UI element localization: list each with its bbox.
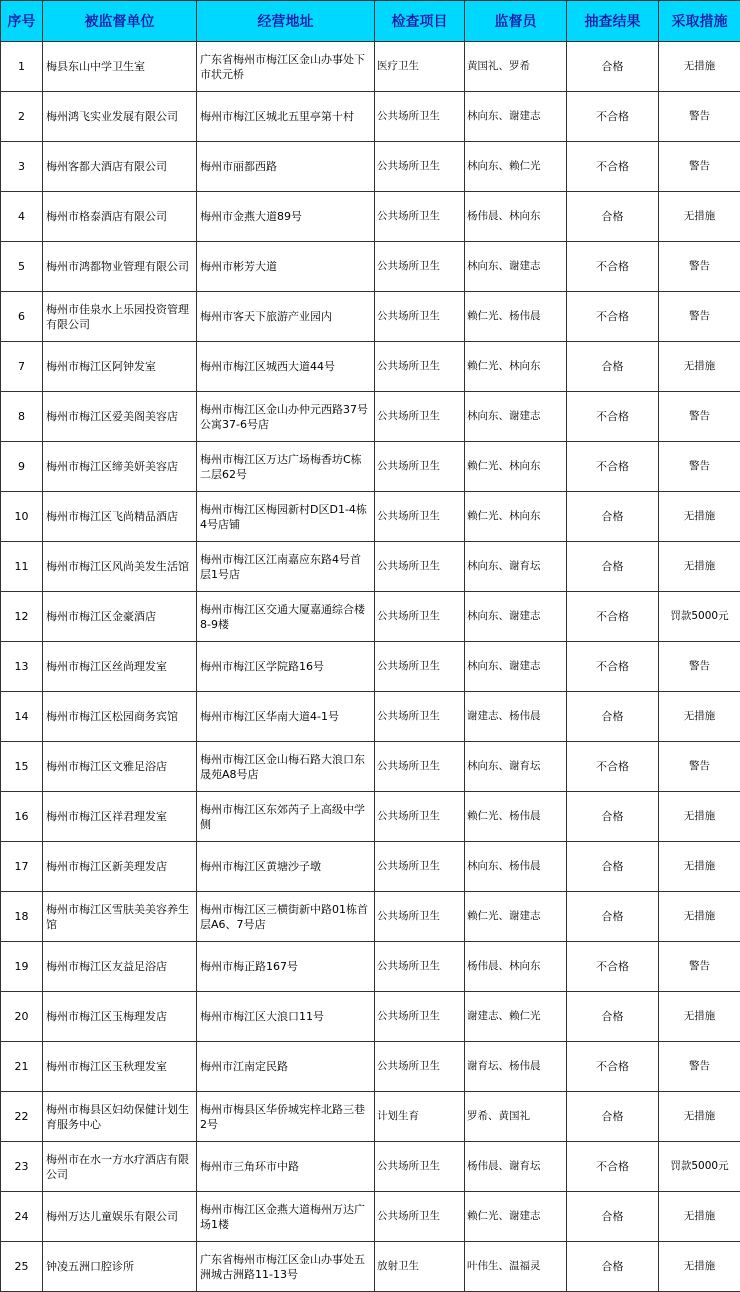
cell-address: 梅州市丽都西路 — [197, 142, 375, 192]
cell-unit: 梅州市梅江区玉秋理发室 — [43, 1042, 197, 1092]
cell-result: 不合格 — [567, 742, 659, 792]
table-row — [1, 792, 740, 842]
cell-address: 梅州市江南定民路 — [197, 1042, 375, 1092]
cell-inspection-item: 公共场所卫生 — [375, 242, 465, 292]
cell-measure: 无措施 — [659, 492, 740, 542]
cell-inspection-item: 公共场所卫生 — [375, 92, 465, 142]
cell-address: 梅州市梅县区华侨城宪梓北路三巷2号 — [197, 1092, 375, 1142]
table-row — [1, 242, 740, 292]
cell-result: 不合格 — [567, 392, 659, 442]
cell-address: 梅州市梅江区三横街新中路01栋首层A6、7号店 — [197, 892, 375, 942]
cell-address: 梅州市梅江区东郊芮子上高级中学侧 — [197, 792, 375, 842]
cell-measure: 警告 — [659, 392, 740, 442]
cell-result: 不合格 — [567, 142, 659, 192]
cell-unit: 梅州客都大酒店有限公司 — [43, 142, 197, 192]
cell-inspection-item: 公共场所卫生 — [375, 1142, 465, 1192]
cell-measure: 无措施 — [659, 542, 740, 592]
cell-address: 梅州市梅江区万达广场梅香坊C栋二层62号 — [197, 442, 375, 492]
cell-supervisor: 林向东、谢建志 — [465, 392, 567, 442]
cell-supervisor: 杨伟晨、林向东 — [465, 192, 567, 242]
header-unit: 被监督单位 — [43, 1, 197, 42]
cell-index: 18 — [1, 892, 43, 942]
cell-unit: 梅州市梅江区风尚美发生活馆 — [43, 542, 197, 592]
cell-address: 梅州市金燕大道89号 — [197, 192, 375, 242]
cell-unit: 梅州市梅江区新美理发店 — [43, 842, 197, 892]
cell-result: 不合格 — [567, 1142, 659, 1192]
cell-unit: 梅州市梅江区雪肤美美容养生馆 — [43, 892, 197, 942]
cell-address: 梅州市梅江区大浪口11号 — [197, 992, 375, 1042]
cell-supervisor: 林向东、谢育坛 — [465, 742, 567, 792]
cell-index: 1 — [1, 42, 43, 92]
cell-index: 21 — [1, 1042, 43, 1092]
cell-index: 24 — [1, 1192, 43, 1242]
cell-measure: 警告 — [659, 142, 740, 192]
cell-unit: 梅州市梅江区友益足浴店 — [43, 942, 197, 992]
cell-result: 不合格 — [567, 942, 659, 992]
cell-unit: 梅州市梅江区爱美阁美容店 — [43, 392, 197, 442]
header-measure: 采取措施 — [659, 1, 740, 42]
cell-inspection-item: 公共场所卫生 — [375, 692, 465, 742]
cell-unit: 梅州市梅县区妇幼保健计划生育服务中心 — [43, 1092, 197, 1142]
table-row — [1, 442, 740, 492]
table-body — [1, 42, 740, 1292]
cell-address: 梅州市梅江区金山梅石路大浪口东晟苑A8号店 — [197, 742, 375, 792]
cell-result: 合格 — [567, 992, 659, 1042]
cell-measure: 无措施 — [659, 992, 740, 1042]
cell-measure: 警告 — [659, 642, 740, 692]
cell-supervisor: 赖仁光、林向东 — [465, 492, 567, 542]
cell-unit: 梅州市梅江区飞尚精品酒店 — [43, 492, 197, 542]
cell-measure: 无措施 — [659, 1242, 740, 1292]
cell-address: 梅州市彬芳大道 — [197, 242, 375, 292]
cell-supervisor: 林向东、谢育坛 — [465, 542, 567, 592]
cell-index: 11 — [1, 542, 43, 592]
table-row — [1, 942, 740, 992]
table-row — [1, 292, 740, 342]
cell-result: 不合格 — [567, 292, 659, 342]
cell-measure: 警告 — [659, 742, 740, 792]
cell-unit: 梅州市鸿都物业管理有限公司 — [43, 242, 197, 292]
cell-address: 梅州市梅江区学院路16号 — [197, 642, 375, 692]
cell-supervisor: 罗希、黄国礼 — [465, 1092, 567, 1142]
cell-address: 梅州市梅江区金山办仲元西路37号公寓37-6号店 — [197, 392, 375, 442]
cell-measure: 无措施 — [659, 1092, 740, 1142]
cell-unit: 梅州市在水一方水疗酒店有限公司 — [43, 1142, 197, 1192]
cell-unit: 梅州鸿飞实业发展有限公司 — [43, 92, 197, 142]
cell-index: 4 — [1, 192, 43, 242]
cell-measure: 无措施 — [659, 692, 740, 742]
cell-unit: 梅州市梅江区玉梅理发店 — [43, 992, 197, 1042]
cell-index: 3 — [1, 142, 43, 192]
cell-supervisor: 杨伟晨、谢育坛 — [465, 1142, 567, 1192]
cell-index: 16 — [1, 792, 43, 842]
cell-address: 梅州市梅正路167号 — [197, 942, 375, 992]
cell-measure: 警告 — [659, 92, 740, 142]
table-header — [1, 1, 740, 42]
cell-index: 12 — [1, 592, 43, 642]
cell-index: 9 — [1, 442, 43, 492]
cell-inspection-item: 公共场所卫生 — [375, 292, 465, 342]
cell-unit: 梅州市佳泉水上乐园投资管理有限公司 — [43, 292, 197, 342]
cell-supervisor: 谢建志、赖仁光 — [465, 992, 567, 1042]
header-index: 序号 — [1, 1, 43, 42]
cell-address: 梅州市客天下旅游产业园内 — [197, 292, 375, 342]
cell-unit: 梅州市梅江区缔美妍美容店 — [43, 442, 197, 492]
cell-inspection-item: 放射卫生 — [375, 1242, 465, 1292]
table-row — [1, 1042, 740, 1092]
cell-index: 19 — [1, 942, 43, 992]
cell-supervisor: 林向东、谢建志 — [465, 592, 567, 642]
cell-unit: 梅州万达儿童娱乐有限公司 — [43, 1192, 197, 1242]
cell-address: 梅州市三角环市中路 — [197, 1142, 375, 1192]
cell-inspection-item: 公共场所卫生 — [375, 442, 465, 492]
cell-inspection-item: 公共场所卫生 — [375, 142, 465, 192]
cell-result: 不合格 — [567, 592, 659, 642]
cell-result: 不合格 — [567, 642, 659, 692]
cell-unit: 梅州市格泰酒店有限公司 — [43, 192, 197, 242]
cell-supervisor: 林向东、谢建志 — [465, 92, 567, 142]
cell-index: 2 — [1, 92, 43, 142]
table-row — [1, 592, 740, 642]
cell-unit: 梅州市梅江区文雅足浴店 — [43, 742, 197, 792]
cell-address: 梅州市梅江区交通大厦嘉通综合楼8-9楼 — [197, 592, 375, 642]
cell-inspection-item: 公共场所卫生 — [375, 842, 465, 892]
cell-result: 不合格 — [567, 92, 659, 142]
cell-inspection-item: 公共场所卫生 — [375, 492, 465, 542]
cell-index: 7 — [1, 342, 43, 392]
cell-supervisor: 林向东、赖仁光 — [465, 142, 567, 192]
cell-supervisor: 林向东、杨伟晨 — [465, 842, 567, 892]
cell-address: 梅州市梅江区黄塘沙子墩 — [197, 842, 375, 892]
cell-index: 6 — [1, 292, 43, 342]
cell-supervisor: 赖仁光、杨伟晨 — [465, 292, 567, 342]
cell-inspection-item: 公共场所卫生 — [375, 892, 465, 942]
cell-inspection-item: 公共场所卫生 — [375, 642, 465, 692]
cell-unit: 梅县东山中学卫生室 — [43, 42, 197, 92]
cell-measure: 无措施 — [659, 42, 740, 92]
table-row — [1, 342, 740, 392]
table-row — [1, 1242, 740, 1292]
cell-inspection-item: 公共场所卫生 — [375, 342, 465, 392]
cell-index: 22 — [1, 1092, 43, 1142]
cell-inspection-item: 公共场所卫生 — [375, 592, 465, 642]
table-row — [1, 542, 740, 592]
cell-measure: 警告 — [659, 942, 740, 992]
cell-supervisor: 叶伟生、温福灵 — [465, 1242, 567, 1292]
table-row — [1, 742, 740, 792]
cell-unit: 梅州市梅江区祥君理发室 — [43, 792, 197, 842]
cell-inspection-item: 公共场所卫生 — [375, 792, 465, 842]
table-row — [1, 392, 740, 442]
cell-unit: 梅州市梅江区金豪酒店 — [43, 592, 197, 642]
table-row — [1, 1092, 740, 1142]
cell-address: 广东省梅州市梅江区金山办事处下市状元桥 — [197, 42, 375, 92]
cell-measure: 罚款5000元 — [659, 592, 740, 642]
cell-address: 广东省梅州市梅江区金山办事处五洲城古洲路11-13号 — [197, 1242, 375, 1292]
cell-index: 5 — [1, 242, 43, 292]
cell-measure: 无措施 — [659, 342, 740, 392]
cell-unit: 梅州市梅江区松园商务宾馆 — [43, 692, 197, 742]
cell-unit: 钟凌五洲口腔诊所 — [43, 1242, 197, 1292]
cell-result: 不合格 — [567, 242, 659, 292]
cell-measure: 警告 — [659, 1042, 740, 1092]
header-result: 抽查结果 — [567, 1, 659, 42]
cell-result: 合格 — [567, 1192, 659, 1242]
cell-address: 梅州市梅江区城西大道44号 — [197, 342, 375, 392]
cell-index: 23 — [1, 1142, 43, 1192]
cell-unit: 梅州市梅江区阿钟发室 — [43, 342, 197, 392]
cell-inspection-item: 公共场所卫生 — [375, 942, 465, 992]
cell-measure: 无措施 — [659, 892, 740, 942]
cell-inspection-item: 公共场所卫生 — [375, 192, 465, 242]
cell-inspection-item: 公共场所卫生 — [375, 1192, 465, 1242]
cell-index: 10 — [1, 492, 43, 542]
table-row — [1, 92, 740, 142]
cell-supervisor: 赖仁光、林向东 — [465, 342, 567, 392]
cell-supervisor: 林向东、谢建志 — [465, 242, 567, 292]
cell-index: 13 — [1, 642, 43, 692]
cell-index: 25 — [1, 1242, 43, 1292]
cell-supervisor: 赖仁光、林向东 — [465, 442, 567, 492]
cell-result: 合格 — [567, 692, 659, 742]
cell-supervisor: 谢建志、杨伟晨 — [465, 692, 567, 742]
cell-measure: 无措施 — [659, 792, 740, 842]
cell-inspection-item: 公共场所卫生 — [375, 542, 465, 592]
cell-result: 合格 — [567, 1242, 659, 1292]
table-row — [1, 842, 740, 892]
cell-inspection-item: 计划生育 — [375, 1092, 465, 1142]
cell-index: 14 — [1, 692, 43, 742]
header-row — [1, 1, 740, 42]
table-row — [1, 492, 740, 542]
cell-supervisor: 谢育坛、杨伟晨 — [465, 1042, 567, 1092]
cell-result: 合格 — [567, 42, 659, 92]
cell-supervisor: 赖仁光、谢建志 — [465, 1192, 567, 1242]
cell-supervisor: 黄国礼、罗希 — [465, 42, 567, 92]
cell-measure: 无措施 — [659, 192, 740, 242]
header-supervisor: 监督员 — [465, 1, 567, 42]
cell-result: 合格 — [567, 1092, 659, 1142]
table-row — [1, 192, 740, 242]
table-row — [1, 142, 740, 192]
table-row — [1, 692, 740, 742]
table-row — [1, 42, 740, 92]
cell-result: 合格 — [567, 192, 659, 242]
table-row — [1, 1142, 740, 1192]
cell-index: 20 — [1, 992, 43, 1042]
cell-result: 不合格 — [567, 442, 659, 492]
cell-supervisor: 赖仁光、谢建志 — [465, 892, 567, 942]
table-row — [1, 1192, 740, 1242]
cell-index: 8 — [1, 392, 43, 442]
cell-result: 合格 — [567, 842, 659, 892]
cell-supervisor: 赖仁光、杨伟晨 — [465, 792, 567, 842]
cell-supervisor: 杨伟晨、林向东 — [465, 942, 567, 992]
cell-address: 梅州市梅江区城北五里亭第十村 — [197, 92, 375, 142]
cell-result: 合格 — [567, 492, 659, 542]
cell-measure: 无措施 — [659, 1192, 740, 1242]
cell-address: 梅州市梅江区梅园新村D区D1-4栋4号店铺 — [197, 492, 375, 542]
cell-index: 15 — [1, 742, 43, 792]
cell-measure: 无措施 — [659, 842, 740, 892]
cell-inspection-item: 公共场所卫生 — [375, 392, 465, 442]
cell-measure: 警告 — [659, 442, 740, 492]
cell-result: 合格 — [567, 542, 659, 592]
cell-result: 合格 — [567, 892, 659, 942]
cell-measure: 警告 — [659, 292, 740, 342]
cell-inspection-item: 公共场所卫生 — [375, 992, 465, 1042]
cell-supervisor: 林向东、谢建志 — [465, 642, 567, 692]
cell-inspection-item: 公共场所卫生 — [375, 742, 465, 792]
cell-index: 17 — [1, 842, 43, 892]
cell-result: 合格 — [567, 792, 659, 842]
cell-result: 合格 — [567, 342, 659, 392]
header-inspection-item: 检查项目 — [375, 1, 465, 42]
cell-inspection-item: 医疗卫生 — [375, 42, 465, 92]
cell-address: 梅州市梅江区江南嘉应东路4号首层1号店 — [197, 542, 375, 592]
cell-result: 不合格 — [567, 1042, 659, 1092]
header-address: 经营地址 — [197, 1, 375, 42]
cell-inspection-item: 公共场所卫生 — [375, 1042, 465, 1092]
table-row — [1, 642, 740, 692]
cell-address: 梅州市梅江区华南大道4-1号 — [197, 692, 375, 742]
cell-address: 梅州市梅江区金燕大道梅州万达广场1楼 — [197, 1192, 375, 1242]
cell-measure: 罚款5000元 — [659, 1142, 740, 1192]
table-row — [1, 992, 740, 1042]
cell-unit: 梅州市梅江区丝尚理发室 — [43, 642, 197, 692]
cell-measure: 警告 — [659, 242, 740, 292]
table-row — [1, 892, 740, 942]
